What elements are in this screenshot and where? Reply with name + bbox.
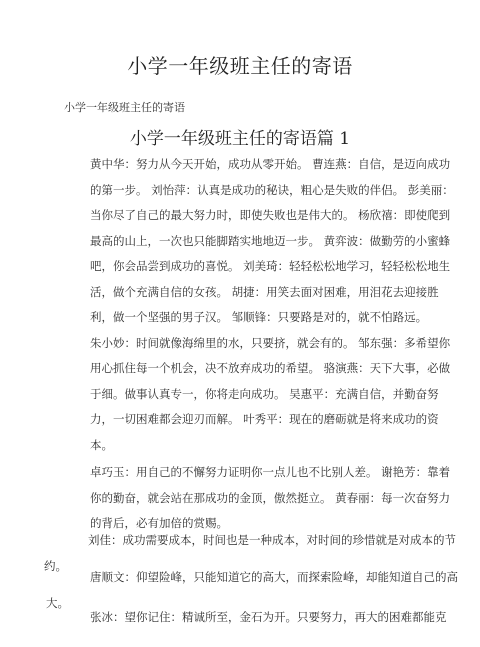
text-line: 约。 — [44, 558, 67, 573]
text-line: 用心抓住每一个机会，决不放弃成功的希望。 骆演燕：天下大事，必做 — [90, 361, 451, 375]
text-line: 的第一步。 刘怡萍：认真是成功的秘诀，粗心是失败的伴侣。 彭美丽： — [90, 182, 454, 197]
text-line: 吧，你会品尝到成功的喜悦。 刘美琦：轻轻松松地学习，轻轻松松地生 — [90, 259, 451, 273]
text-line: 活，做个充满自信的女孩。 胡捷：用笑去面对困难，用泪花去迎接胜 — [90, 284, 439, 299]
paragraph-1 — [90, 152, 454, 458]
text-line: 本。 — [90, 437, 113, 452]
text-line: 的背后，必有加倍的赏赐。 — [90, 516, 228, 530]
text-line: 最高的山上，一次也只能脚踏实地地迈一步。 黄弈波：做勤劳的小蜜蜂 — [90, 233, 451, 248]
text-line: 利，做一个坚强的男子汉。 邹顺锋：只要路是对的，就不怕路远。 — [90, 310, 428, 324]
section-title: 小学一年级班主任的寄语篇 1 — [129, 129, 351, 149]
text-line: 于细。做事认真专一，你将走向成功。 吴惠平：充满自信，并勤奋努 — [90, 386, 439, 401]
text-line: 你的勤奋，就会站在那成功的金顶，傲然挺立。 黄春丽：每一次奋努力 — [90, 490, 451, 505]
text-line: 唐顺文：仰望险峰，只能知道它的高大，而探索险峰，却能知道自己的高 — [90, 570, 458, 584]
document-title: 小学一年级班主任的寄语 — [127, 54, 353, 78]
text-line: 张冰：望你记住：精诚所至，金石为开。只要努力，再大的困难都能克 — [90, 610, 447, 624]
text-line: 当你尽了自己的最大努力时，即使失败也是伟大的。 杨欣禧：即使爬到 — [90, 208, 451, 222]
text-line: 朱小妙：时间就像海绵里的水，只要挤，就会有的。 邹东强：多希望你 — [90, 335, 451, 350]
paragraph-2 — [90, 460, 450, 537]
document-subtitle: 小学一年级班主任的寄语 — [64, 101, 185, 114]
text-line: 卓巧玉：用自己的不懈努力证明你一点儿也不比别人差。 谢艳芳：靠着 — [90, 465, 451, 479]
paragraph-5 — [90, 605, 450, 631]
text-line: 刘佳：成功需要成本，时间也是一种成本，对时间的珍惜就是对成本的节 — [88, 533, 456, 547]
text-line: 力，一切困难都会迎刃而解。 叶秀平：现在的磨砺就是将来成功的资 — [90, 412, 439, 426]
text-line: 大。 — [46, 595, 69, 610]
text-line: 黄中华：努力从今天开始，成功从零开始。 曹连燕：自信，是迈向成功 — [90, 157, 451, 171]
